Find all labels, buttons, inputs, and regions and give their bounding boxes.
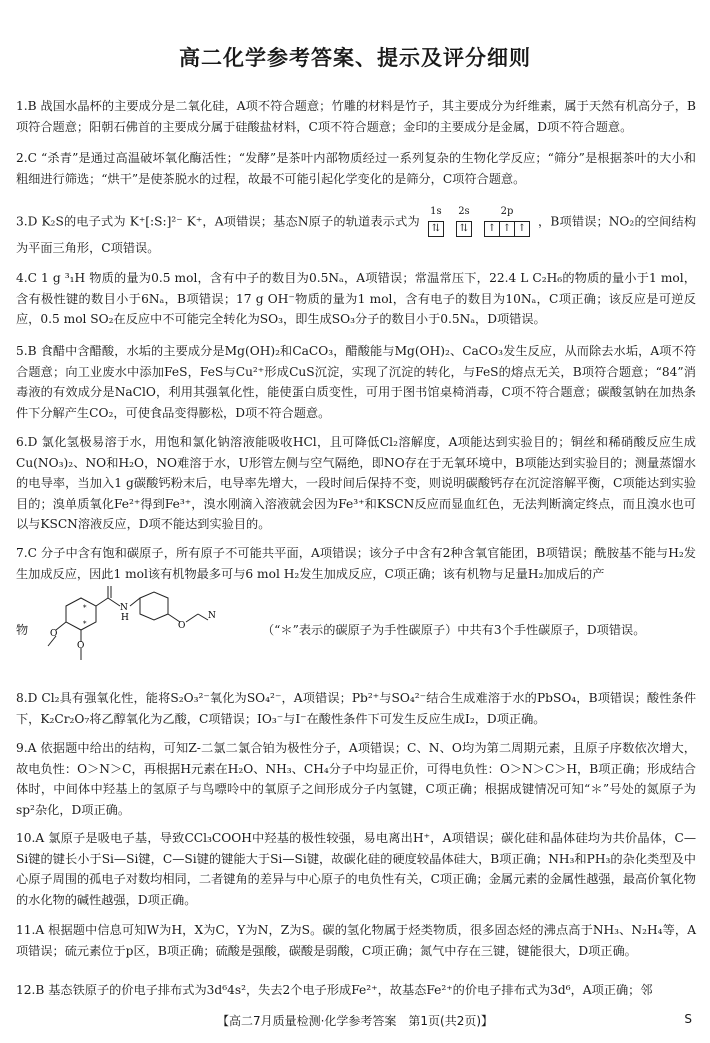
molecule-structure — [36, 586, 216, 664]
answer-text-post: ，B项错误；NO₂的空间结构为平面三角形，C项错误。 — [16, 214, 697, 255]
answer-8 — [16, 688, 696, 729]
orbital-2p: 2p ↑ ↑ ↑ — [484, 206, 530, 238]
answer-text: 食醋中含醋酸，水垢的主要成分是Mg(OH)₂和CaCO₃，醋酸能与Mg(OH)₂、CaCO₃发生反应，从而除去水垢，A项不符合题意；向工业废水中添加FeS，FeS与Cu²⁺形成CuS沉淀，实现了沉淀的转化，与FeS的熔点无关，B项符合题意；“84”消毒液的有效成分是NaClO，利用其强氧化性，能使蛋白质变性，可用于图书馆桌椅消毒，C项不符合题意；碳酸氢钠在加热条件下分解产生CO₂，可使食品变得膨松，D项不符合题意。 — [16, 344, 697, 420]
answer-4 — [16, 268, 696, 330]
amine-nitrogen: N — [208, 611, 216, 621]
orbital-2s: 2s ⇅ — [456, 206, 472, 238]
answer-7-tail-pre: 物 — [16, 623, 29, 637]
answer-number: 1.B — [16, 99, 37, 113]
answer-6 — [16, 432, 696, 535]
orbital-label: 2p — [500, 206, 514, 217]
answer-1 — [16, 96, 696, 137]
answer-number: 10.A — [16, 831, 45, 845]
answer-2 — [16, 148, 696, 189]
answer-number: 5.B — [16, 344, 37, 358]
answer-text: 根据题中信息可知W为H，X为C，Y为N，Z为S。碳的氢化物属于烃类物质，很多固态烃的沸点高于NH₃、N₂H₄等，A项错误；硫元素位于p区，B项正确；硫酸是强酸，碳酸是弱酸，C项正确；氮气中存在三键，键能很大，D项正确。 — [16, 923, 696, 958]
answer-number: 8.D — [16, 691, 38, 705]
answer-text-pre: K₂S的电子式为 K⁺[:S:]²⁻ K⁺，A项错误；基态N原子的轨道表示式为 — [41, 214, 420, 229]
answer-12 — [16, 980, 696, 1001]
methoxy-oxygen: O — [50, 629, 58, 639]
orbital-label: 1s — [430, 206, 442, 217]
methoxy-oxygen: O — [77, 641, 85, 651]
answer-9 — [16, 738, 696, 820]
amide-nitrogen: N — [120, 603, 128, 613]
answer-number: 2.C — [16, 151, 37, 165]
answer-text: Cl₂具有强氧化性，能将S₂O₃²⁻氧化为SO₄²⁻，A项错误；Pb²⁺与SO₄²⁻结合生成难溶于水的PbSO₄，B项错误；酸性条件下，K₂Cr₂O₇将乙醇氧化为乙酸，C项错误；IO₃⁻与I⁻在酸性条件下可发生反应生成I₂，D项正确。 — [16, 691, 697, 726]
answer-number: 12.B — [16, 983, 45, 997]
chiral-star: * — [83, 604, 87, 612]
answer-number: 9.A — [16, 741, 37, 755]
answer-number: 7.C — [16, 546, 37, 560]
amide-hydrogen: H — [121, 613, 129, 623]
answer-3 — [16, 206, 696, 258]
answer-text: 基态铁原子的价电子排布式为3d⁶4s²，失去2个电子形成Fe²⁺，故基态Fe²⁺的价电子排布式为3d⁶，A项正确；邻 — [48, 983, 653, 997]
orbital-label: 2s — [458, 206, 470, 217]
page-footer: 【高二7月质量检测·化学参考答案 第1页(共2页)】 — [216, 1014, 494, 1028]
answer-text: 战国水晶杯的主要成分是二氧化硅，A项不符合题意；竹雕的材料是竹子，其主要成分为纤维素，属于天然有机高分子，B项符合题意；阳朝石佛首的主要成分属于硅酸盐材料，C项不符合题意；金印的主要成分是金属，D项不符合题意。 — [16, 99, 696, 134]
answer-number: 11.A — [16, 923, 45, 937]
chiral-star: * — [83, 620, 87, 628]
page-title: 高二化学参考答案、提示及评分细则 — [179, 46, 531, 70]
answer-text: 1 g ³₁H 物质的量为0.5 mol，含有中子的数目为0.5Nₐ，A项错误；常温常压下，22.4 L C₂H₆的物质的量小于1 mol，含有极性键的数目小于6Nₐ，B项错误；17 g OH⁻物质的量为1 mol，含有电子的数目为10Nₐ，C项正确；该反应是可逆反应，0.5 mol SO₂在反应中不可能完全转化为SO₃，即生成SO₃分子的数目小于0.5Nₐ，D项错误。 — [16, 271, 696, 326]
answer-text: 分子中含有饱和碳原子，所有原子不可能共平面，A项错误；该分子中含有2种含氧官能团，B项错误；酰胺基不能与H₂发生加成反应，因此1 mol该有机物最多可与6 mol H₂发生加成反应，C项正确；该有机物与足量H₂加成后的产 — [16, 546, 696, 581]
answer-10 — [16, 828, 696, 910]
answer-number: 4.C — [16, 271, 37, 285]
footer-mark: S — [684, 1012, 692, 1026]
answer-text: 氯原子是吸电子基，导致CCl₃COOH中羟基的极性较强，易电离出H⁺，A项错误；碳化硅和晶体硅均为共价晶体，C—Si键的键长小于Si—Si键，C—Si键的键能大于Si—Si键，故碳化硅的硬度较晶体硅大，B项正确；NH₃和PH₃的杂化类型及中心原子周围的孤电子对数均相同，二者键角的差异与中心原子的电负性有关，C项正确；金属元素的金属性越强，最高价氧化物的水化物的碱性越强，D项正确。 — [16, 831, 697, 907]
answer-5 — [16, 341, 696, 423]
answer-text: “杀青”是通过高温破坏氧化酶活性；“发酵”是茶叶内部物质经过一系列复杂的生物化学反应；“筛分”是根据茶叶的大小和粗细进行筛选；“烘干”是使茶脱水的过程，故最不可能引起化学变化的是筛分，C项符合题意。 — [16, 151, 696, 186]
answer-7-tail-post: （“＊”表示的碳原子为手性碳原子）中共有3个手性碳原子，D项错误。 — [262, 623, 646, 637]
answer-number: 6.D — [16, 435, 38, 449]
answer-text: 氯化氢极易溶于水，用饱和氯化钠溶液能吸收HCl，且可降低Cl₂溶解度，A项能达到实验目的；铜丝和稀硝酸反应生成Cu(NO₃)₂、NO和H₂O，NO难溶于水，U形管左侧与空气隔绝，即NO存在于无氧环境中，B项能达到实验目的；测量蒸馏水的电导率，当加入1 g碳酸钙粉末后，电导率先增大，一段时间后保持不变，则说明碳酸钙存在沉淀溶解平衡，C项能达到实验目的；溴单质氧化Fe²⁺得到Fe³⁺，溴水刚滴入溶液就会因为Fe³⁺和KSCN反应而显血红色，无法判断滴定终点，而且溴水也可以与KSCN溶液反应，D项不能达到实验目的。 — [16, 435, 696, 531]
answer-text: 依据题中给出的结构，可知Z-二氯二氯合铂为极性分子，A项错误；C、N、O均为第二周期元素，且原子序数依次增大，故电负性：O＞N＞C，再根据H元素在H₂O、NH₃、CH₄分子中均显正价，可得电负性：O＞N＞C＞H，B项正确；形成结合体时，中间体中羟基上的氢原子与鸟嘌呤中的氧原子之间形成分子内氢键，C项正确；根据成键情况可知“＊”号处的氮原子为sp²杂化，D项正确。 — [16, 741, 696, 817]
ether-oxygen: O — [178, 621, 186, 631]
answer-number: 3.D — [16, 214, 38, 229]
orbital-1s: 1s ⇅ — [428, 206, 444, 238]
answer-7 — [16, 543, 696, 584]
answer-11 — [16, 920, 696, 961]
